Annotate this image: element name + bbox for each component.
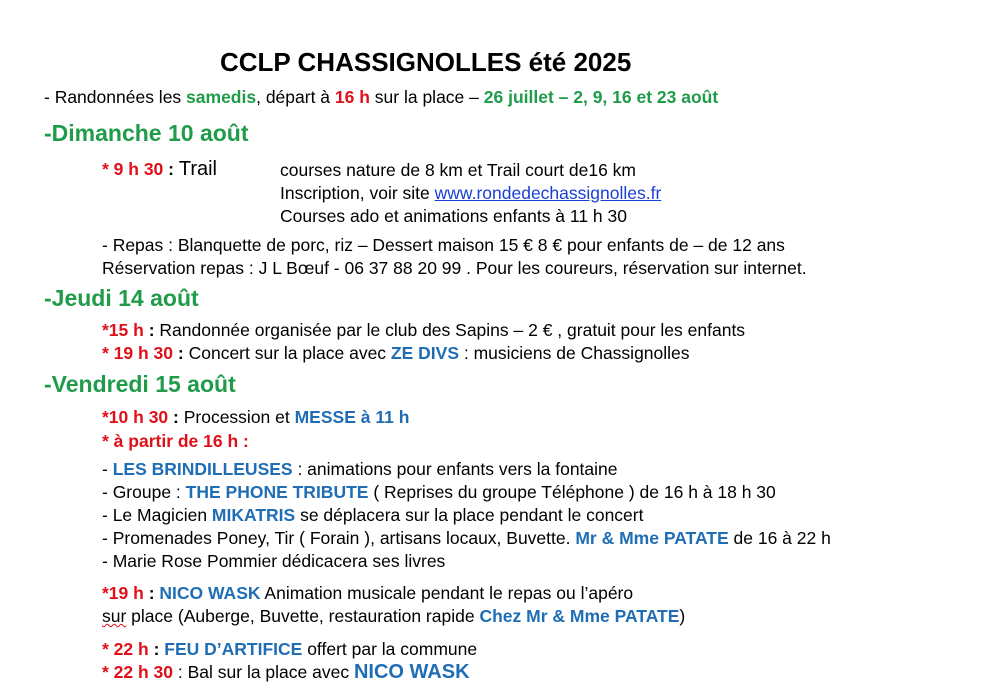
magicien-prefix: - Le Magicien: [102, 505, 212, 525]
groupe-prefix: - Groupe :: [102, 482, 186, 502]
repas-line: - Repas : Blanquette de porc, riz – Dessert maison 15 € 8 € pour enfants de – de 12 ans: [102, 235, 785, 255]
randonnees-samedis: samedis: [186, 87, 257, 107]
item-colon: :: [143, 320, 160, 340]
procession-time: *10 h 30: [102, 407, 169, 427]
section-title: Vendredi 15 août: [51, 371, 236, 397]
randonnees-time: 16 h: [334, 87, 370, 107]
groupe-name: THE PHONE TRIBUTE: [185, 482, 369, 502]
patate-name: Mr & Mme PATATE: [575, 528, 729, 548]
promenades-hours: de 16 à 22 h: [728, 528, 831, 548]
jeudi-item-randonnee: [102, 319, 745, 341]
reservation-line: Réservation repas : J L Bœuf - 06 37 88 20 99 . Pour les coureurs, réservation sur internet.: [102, 258, 807, 278]
nico-wask-line: [102, 582, 633, 604]
section-dash: -: [44, 285, 52, 311]
randonnees-prefix: - Randonnées les: [44, 87, 187, 107]
trail-colon: :: [163, 159, 179, 179]
page-title: CCLP CHASSIGNOLLES été 2025: [220, 47, 632, 77]
randonnees-place: sur la place –: [369, 87, 484, 107]
section-title: Jeudi 14 août: [51, 285, 199, 311]
section-dash: -: [44, 120, 52, 146]
item-colon: :: [173, 343, 189, 363]
item-text: : musiciens de Chassignolles: [459, 343, 690, 363]
item-colon: :: [168, 407, 184, 427]
bal-line: [102, 661, 470, 683]
groupe-line: [102, 481, 776, 503]
inscription-line: [280, 182, 661, 204]
brindilleuses-text: : animations pour enfants vers la fontaine: [292, 459, 618, 479]
messe-label: MESSE: [294, 407, 356, 427]
section-dash: -: [44, 371, 52, 397]
messe-time: à 11 h: [355, 407, 410, 427]
nico-name: NICO WASK: [159, 583, 261, 603]
trail-label: Trail: [178, 158, 218, 180]
promenades-text: - Promenades Poney, Tir ( Forain ), artisans locaux, Buvette.: [102, 528, 576, 548]
item-colon: :: [143, 583, 160, 603]
feu-time: * 22 h: [102, 639, 149, 659]
item-colon: :: [148, 639, 165, 659]
trail-line: [102, 158, 217, 180]
feu-name: FEU D’ARTIFICE: [164, 639, 303, 659]
item-time: * 19 h 30: [102, 343, 174, 363]
magicien-name: MIKATRIS: [211, 505, 296, 525]
groupe-text: ( Reprises du groupe Téléphone ) de 16 h à 18 h 30: [368, 482, 776, 502]
sur-place-end: ): [679, 606, 686, 626]
item-text: Concert sur la place avec: [188, 343, 391, 363]
randonnees-dates: 26 juillet – 2, 9, 16 et 23 août: [483, 87, 719, 107]
jeudi-item-concert: [102, 342, 690, 364]
promenades-line: [102, 527, 831, 549]
brindilleuses-name: LES BRINDILLEUSES: [112, 459, 293, 479]
brindilleuses-line: [102, 458, 618, 480]
inscription-text: Inscription, voir site: [280, 183, 435, 203]
chez-patate: Chez Mr & Mme PATATE: [479, 606, 680, 626]
feu-artifice-line: [102, 638, 477, 660]
section-title: Dimanche 10 août: [51, 120, 249, 146]
band-name: ZE DIVS: [390, 343, 459, 363]
bal-name: NICO WASK: [353, 661, 470, 683]
magicien-text: se déplacera sur la place pendant le concert: [295, 505, 644, 525]
item-time: *15 h: [102, 320, 144, 340]
nico-time: *19 h: [102, 583, 144, 603]
section-heading-vendredi: [44, 370, 236, 398]
sur-place-line: [102, 605, 685, 627]
nico-text: Animation musicale pendant le repas ou l’apéro: [260, 583, 634, 603]
feu-text: offert par la commune: [302, 639, 478, 659]
section-heading-jeudi: [44, 284, 199, 312]
bal-text: : Bal sur la place avec: [173, 662, 354, 682]
bal-time: * 22 h 30: [102, 662, 174, 682]
website-link[interactable]: www.rondedechassignolles.fr: [434, 183, 662, 203]
magicien-line: [102, 504, 643, 526]
trail-description: courses nature de 8 km et Trail court de16 km: [280, 160, 636, 180]
courses-ado: Courses ado et animations enfants à 11 h 30: [280, 206, 627, 226]
section-heading-dimanche: [44, 119, 249, 147]
sur-word: sur: [102, 606, 127, 626]
trail-time: * 9 h 30: [102, 159, 164, 179]
randonnees-line: [44, 86, 718, 108]
item-dash: -: [102, 459, 113, 479]
apartir-line: * à partir de 16 h :: [102, 431, 249, 451]
procession-text: Procession et: [183, 407, 295, 427]
marie-rose-line: - Marie Rose Pommier dédicacera ses livres: [102, 551, 446, 571]
item-text: Randonnée organisée par le club des Sapins – 2 € , gratuit pour les enfants: [159, 320, 746, 340]
procession-line: [102, 406, 409, 428]
sur-place-text: place (Auberge, Buvette, restauration rapide: [126, 606, 480, 626]
randonnees-depart: , départ à: [256, 87, 335, 107]
